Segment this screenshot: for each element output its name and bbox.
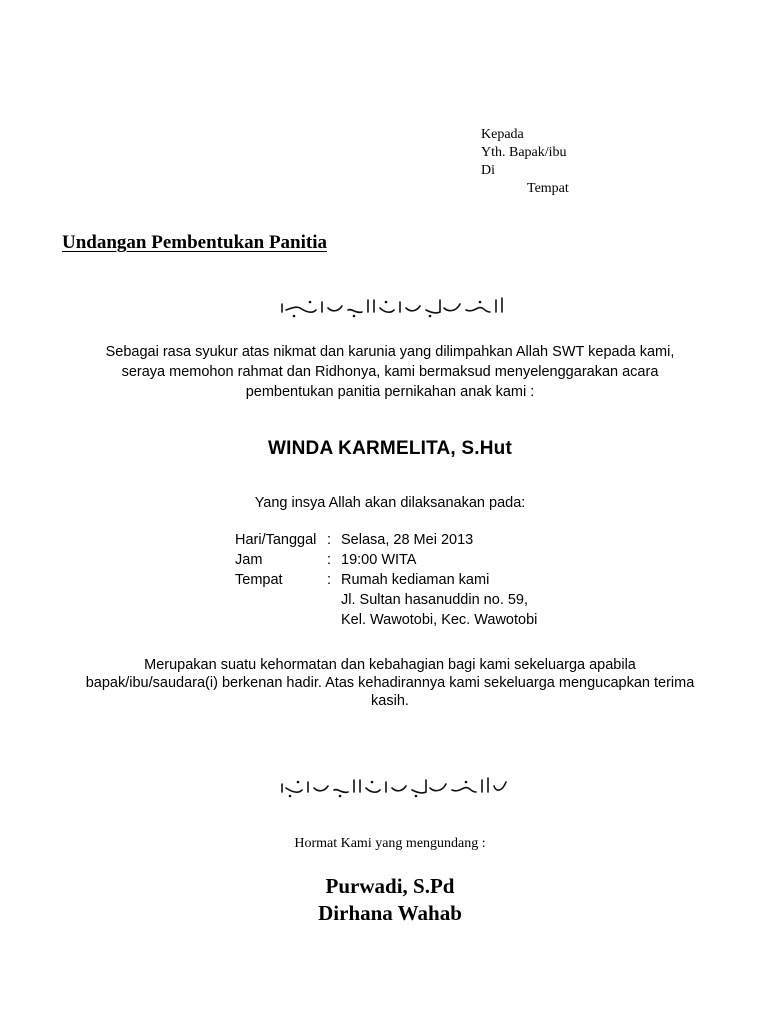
honoree-name: WINDA KARMELITA, S.Hut (268, 438, 512, 459)
opening-line-1: Sebagai rasa syukur atas nikmat dan karunia yang dilimpahkan Allah SWT kepada kami, (105, 344, 675, 360)
detail-row-date (235, 530, 537, 550)
hormat-line: Hormat Kami yang mengundang : (294, 836, 486, 851)
addressee-tempat: Tempat (527, 181, 569, 196)
time-label: Jam (235, 552, 263, 568)
detail-row-time (235, 550, 537, 570)
opening-line-2: seraya memohon rahmat dan Ridhonya, kami bermaksud menyelenggarakan acara (121, 364, 659, 380)
date-separator: : (327, 532, 332, 548)
addressee-kepada: Kepada (481, 127, 524, 142)
closing-line-2: bapak/ibu/saudara(i) berkenan hadir. Atas kehadirannya kami sekeluarga mengucapkan terima (85, 675, 695, 691)
place-address-line-1: Jl. Sultan hasanuddin no. 59, (341, 592, 529, 608)
signatory-1: Purwadi, S.Pd (325, 874, 455, 898)
salam-closing-calligraphy (270, 770, 510, 800)
signatory-2: Dirhana Wahab (318, 901, 462, 925)
date-label: Hari/Tanggal (235, 532, 317, 548)
addressee-di: Di (481, 163, 495, 178)
closing-paragraph (30, 656, 750, 710)
addressee-block (481, 126, 569, 198)
place-value: Rumah kediaman kami (341, 572, 490, 588)
opening-line-3: pembentukan panitia pernikahan anak kami : (245, 384, 535, 400)
event-intro: Yang insya Allah akan dilaksanakan pada: (254, 495, 526, 511)
letter-title: Undangan Pembentukan Panitia (62, 232, 328, 253)
closing-line-3: kasih. (371, 693, 409, 709)
event-details (235, 530, 537, 630)
place-separator: : (327, 572, 332, 588)
date-value: Selasa, 28 Mei 2013 (341, 532, 474, 548)
salam-opening-calligraphy (270, 290, 510, 320)
place-label: Tempat (235, 572, 283, 588)
addressee-recipient: Yth. Bapak/ibu (481, 145, 567, 160)
opening-paragraph (40, 342, 740, 402)
place-address-line-2: Kel. Wawotobi, Kec. Wawotobi (341, 612, 538, 628)
detail-row-place (235, 570, 537, 590)
time-separator: : (327, 552, 332, 568)
time-value: 19:00 WITA (341, 552, 417, 568)
closing-line-1: Merupakan suatu kehormatan dan kebahagian bagi kami sekeluarga apabila (144, 657, 636, 673)
